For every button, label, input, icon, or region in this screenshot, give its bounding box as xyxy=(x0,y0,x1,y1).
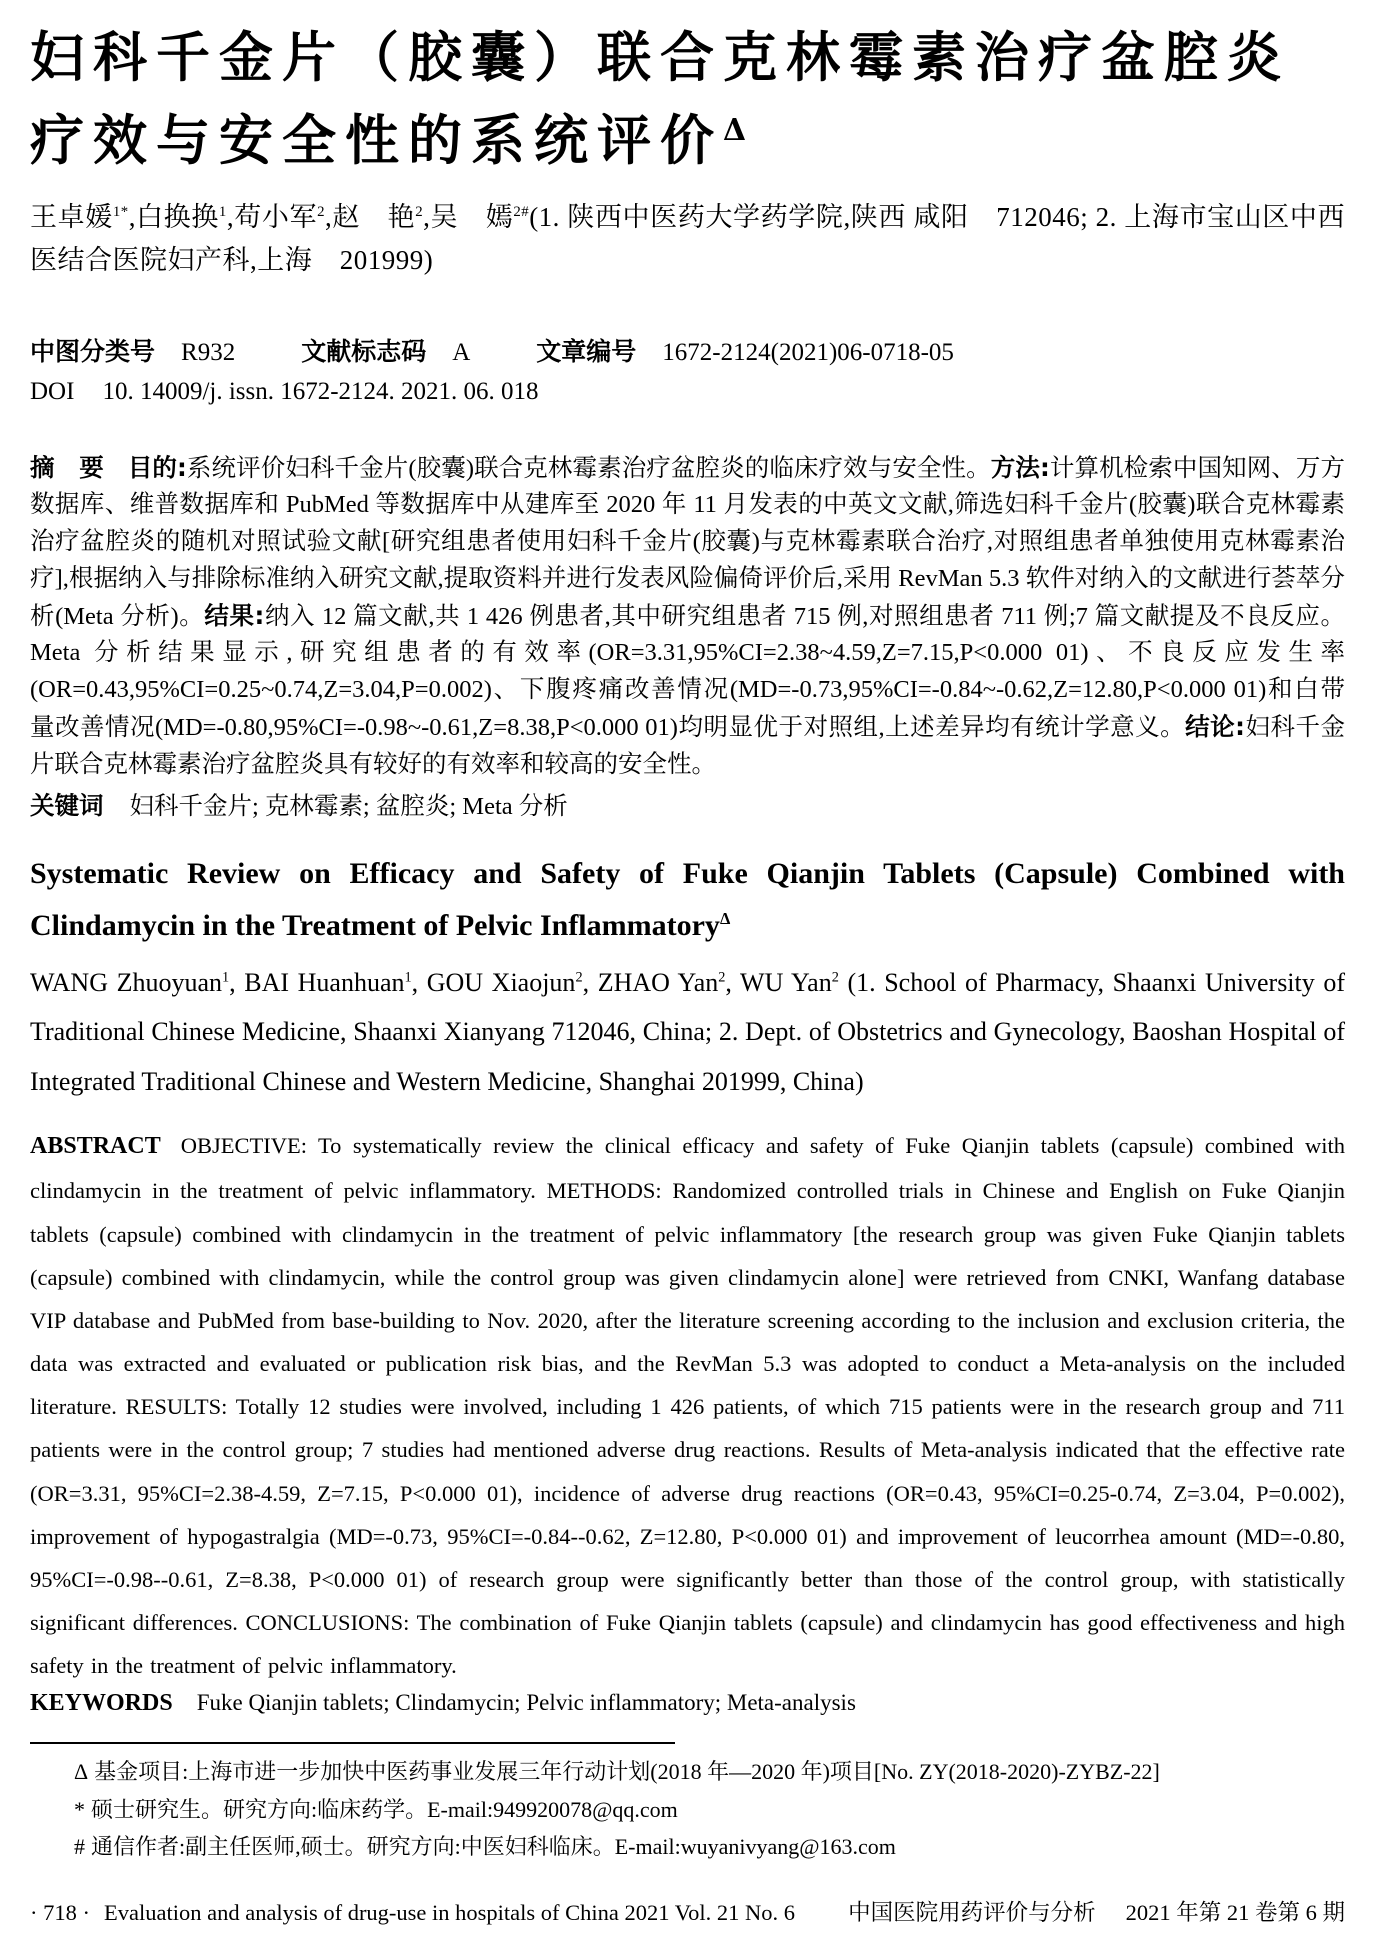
doc-code-label: 文献标志码 xyxy=(301,336,427,366)
footnote-marker: Δ xyxy=(74,1759,89,1784)
author-separator: , xyxy=(324,202,333,233)
journal-name-en: Evaluation and analysis of drug-use in hospitals of China 2021 Vol. 21 No. 6 xyxy=(104,1900,795,1925)
keywords-en-label: KEYWORDS xyxy=(30,1689,173,1716)
abstract-en xyxy=(30,1123,1345,1687)
author-zh: 王卓媛 xyxy=(30,202,113,233)
meta-row xyxy=(30,332,1345,368)
keywords-zh xyxy=(30,787,1345,822)
footnote-divider xyxy=(30,1742,675,1744)
abstract-zh-results-text: 纳入 12 篇文献,共 1 426 例患者,其中研究组患者 715 例,对照组患者 711 例;7 篇文献提及不良反应。Meta 分析结果显示,研究组患者的有效率(OR=3.31,95%CI=2.38~4.59,Z=7.15,P<0.000 01)、不良反应发生率(OR=0.43,95%CI=0.25~0.74,Z=3.04,P=0.002)、下腹疼痛改善情况(MD=-0.73,95%CI=-0.84~-0.62,Z=12.80,P<0.000 01)和白带量改善情况(MD=-0.80,95%CI=-0.98~-0.61,Z=8.38,P<0.000 01)均明显优于对照组,上述差异均有统计学意义。 xyxy=(30,602,1345,741)
author-en-sup: 2 xyxy=(718,968,726,985)
article-title-zh-line1: 妇科千金片（胶囊）联合克林霉素治疗盆腔炎 xyxy=(30,25,1290,89)
abstract-zh-results-label: 结果: xyxy=(204,600,265,630)
footer-right xyxy=(848,1895,1345,1927)
doi-value: 10. 14009/j. issn. 1672-2124. 2021. 06. 018 xyxy=(102,377,539,405)
author-zh-sup: 2 xyxy=(317,204,325,221)
author-en-sup: 2 xyxy=(831,968,839,985)
doc-code-value: A xyxy=(452,338,471,366)
author-zh: 吴 嫣 xyxy=(430,202,514,233)
author-zh-sup: 2# xyxy=(513,204,530,221)
doi-label: DOI xyxy=(30,377,75,405)
abstract-zh-objective-text: 系统评价妇科千金片(胶囊)联合克林霉素治疗盆腔炎的临床疗效与安全性。 xyxy=(186,454,991,482)
author-en-sup: 1 xyxy=(404,968,412,985)
abstract-zh-conclusion-text: 妇科千金片联合克林霉素治疗盆腔炎具有较好的有效率和较高的安全性。 xyxy=(30,713,1346,778)
article-title-en xyxy=(30,848,1345,951)
author-zh: 白换换 xyxy=(135,202,219,233)
footnote-funding xyxy=(30,1758,1345,1787)
footnote-first-author xyxy=(30,1796,1345,1825)
page-number: · 718 · xyxy=(30,1900,90,1925)
author-en: BAI Huanhuan xyxy=(244,967,405,997)
abstract-en-label: ABSTRACT xyxy=(30,1133,161,1160)
author-en-sup: 2 xyxy=(575,968,583,985)
author-en: WANG Zhuoyuan xyxy=(30,967,223,997)
affiliation-en: (1. School of Pharmacy, Shaanxi University of Traditional Chinese Medicine, Shaanxi Xianyang 712046, China; 2. Dept. of Obstetrics and Gynecology, Baoshan Hospital of Integrated Traditional Chinese and Western Medicine, Shanghai 201999, China) xyxy=(30,967,1346,1097)
journal-name-zh: 中国医院用药评价与分析 xyxy=(848,1900,1096,1925)
footnote-text: 基金项目:上海市进一步加快中医药事业发展三年行动计划(2018 年—2020 年)项目[No. ZY(2018-2020)-ZYBZ-22] xyxy=(94,1759,1160,1784)
abstract-zh xyxy=(30,450,1345,784)
author-separator: , xyxy=(128,202,136,233)
article-title-zh-line2: 疗效与安全性的系统评价 xyxy=(30,108,723,173)
footnote-corresponding-author xyxy=(30,1833,1345,1862)
footnote-marker: # xyxy=(74,1834,85,1860)
author-en: ZHAO Yan xyxy=(597,967,719,997)
abstract-zh-objective-label: 目的: xyxy=(127,452,187,482)
author-separator: , xyxy=(226,202,235,233)
keywords-en xyxy=(30,1690,1345,1717)
journal-issue-zh: 2021 年第 21 卷第 6 期 xyxy=(1125,1900,1345,1925)
article-title-en-text: Systematic Review on Efficacy and Safety of Fuke Qianjin Tablets (Capsule) Combined with Clindamycin in the Treatment of Pelvic Inflammatory xyxy=(30,857,1345,942)
affiliation-zh: (1. 陕西中医药大学药学院,陕西 咸阳 712046; 2. 上海市宝山区中西医结合医院妇产科,上海 201999) xyxy=(30,202,1346,275)
author-zh-sup: 1* xyxy=(112,204,129,221)
clc-label: 中图分类号 xyxy=(30,336,156,366)
author-zh: 苟小军 xyxy=(234,202,318,233)
footnote-text: 通信作者:副主任医师,硕士。研究方向:中医妇科临床。E-mail:wuyanivyang@163.com xyxy=(91,1834,896,1860)
keywords-zh-text: 妇科千金片; 克林霉素; 盆腔炎; Meta 分析 xyxy=(129,793,568,821)
abstract-zh-label: 摘 要 xyxy=(30,452,104,482)
author-separator: , xyxy=(411,967,427,997)
author-zh-sup: 1 xyxy=(218,204,227,221)
article-title-zh xyxy=(30,16,1345,182)
author-zh-sup: 2 xyxy=(415,204,424,221)
authors-en xyxy=(30,958,1345,1108)
author-zh: 赵 艳 xyxy=(332,202,416,233)
abstract-zh-conclusion-label: 结论: xyxy=(1185,711,1245,741)
title-en-funding-marker: Δ xyxy=(719,908,731,928)
author-en-sup: 1 xyxy=(222,968,230,985)
abstract-zh-methods-text: 计算机检索中国知网、万方数据库、维普数据库和 PubMed 等数据库中从建库至 2020 年 11 月发表的中英文文献,筛选妇科千金片(胶囊)联合克林霉素治疗盆腔炎的随机对照试验文献[研究组患者使用妇科千金片(胶囊)与克林霉素联合治疗,对照组患者单独使用克林霉素治疗],根据纳入与排除标准纳入研究文献,提取资料并进行发表风险偏倚评价后,采用 RevMan 5.3 软件对纳入的文献进行荟萃分析(Meta 分析)。 xyxy=(30,454,1345,630)
doi-row xyxy=(30,378,1345,406)
page-footer xyxy=(30,1895,1345,1927)
clc-value: R932 xyxy=(181,338,236,366)
keywords-en-text: Fuke Qianjin tablets; Clindamycin; Pelvic inflammatory; Meta-analysis xyxy=(196,1689,856,1715)
footer-left xyxy=(30,1900,795,1926)
abstract-en-text: OBJECTIVE: To systematically review the clinical efficacy and safety of Fuke Qianjin tablets (capsule) combined with clindamycin in the treatment of pelvic inflammatory. METHODS: Randomized controlled trials in Chinese and English on Fuke Qianjin tablets (capsule) combined with clindamycin in the treatment of pelvic inflammatory [the research group was given Fuke Qianjin tablets (capsule) combined with clindamycin, while the control group was given clindamycin alone] were retrieved from CNKI, Wanfang database VIP database and PubMed from base-building to Nov. 2020, after the literature screening according to the inclusion and exclusion criteria, the data was extracted and evaluated or publication risk bias, and the RevMan 5.3 was adopted to conduct a Meta-analysis on the included literature. RESULTS: Totally 12 studies were involved, including 1 426 patients, of which 715 patients were in the research group and 711 patients were in the control group; 7 studies had mentioned adverse drug reactions. Results of Meta-analysis indicated that the effective rate (OR=3.31, 95%CI=2.38-4.59, Z=7.15, P<0.000 01), incidence of adverse drug reactions (OR=0.43, 95%CI=0.25-0.74, Z=3.04, P=0.002), improvement of hypogastralgia (MD=-0.73, 95%CI=-0.84--0.62, Z=12.80, P<0.000 01) and improvement of leucorrhea amount (MD=-0.80, 95%CI=-0.98--0.61, Z=8.38, P<0.000 01) of research group were significantly better than those of the control group, with statistically significant differences. CONCLUSIONS: The combination of Fuke Qianjin tablets (capsule) and clindamycin has good effectiveness and high safety in the treatment of pelvic inflammatory. xyxy=(30,1133,1345,1679)
author-separator: , xyxy=(725,967,741,997)
title-funding-marker: Δ xyxy=(723,113,756,149)
author-separator: , xyxy=(229,967,245,997)
abstract-zh-methods-label: 方法: xyxy=(990,452,1050,482)
footnote-block xyxy=(30,1742,1345,1871)
authors-zh xyxy=(30,196,1345,281)
keywords-zh-label: 关键词 xyxy=(30,791,104,821)
article-no-label: 文章编号 xyxy=(536,336,637,366)
author-separator: , xyxy=(423,202,431,233)
article-no-value: 1672-2124(2021)06-0718-05 xyxy=(662,338,954,366)
author-en: GOU Xiaojun xyxy=(426,967,576,997)
author-separator: , xyxy=(582,967,598,997)
footnote-text: 硕士研究生。研究方向:临床药学。E-mail:949920078@qq.com xyxy=(91,1796,678,1822)
footnote-marker: * xyxy=(74,1796,85,1822)
author-en: WU Yan xyxy=(740,967,832,997)
